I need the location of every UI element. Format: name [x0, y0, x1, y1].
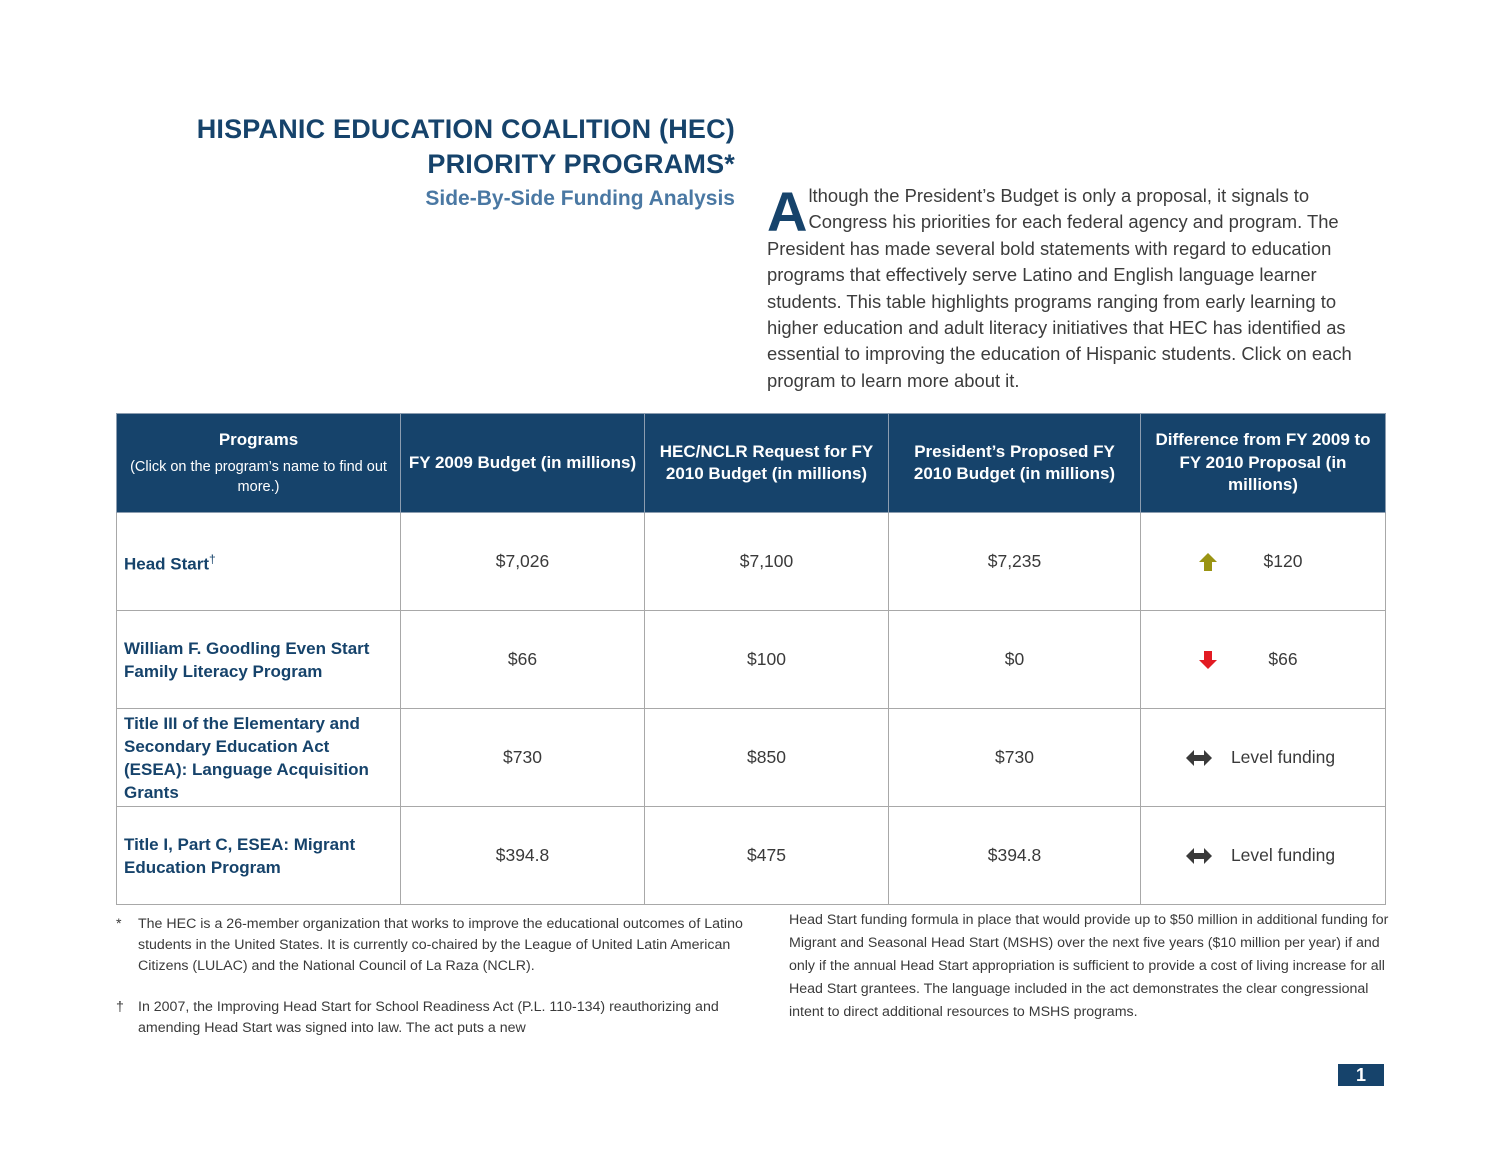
intro-text: lthough the President’s Budget is only a proposal, it signals to Congress his priorities for each federal agency and program. The President has made several bold statements with regard to education programs that effectively serve Latino and English language learner students. This table highlights programs ranging from early learning to higher education and adult literacy initiatives that HEC has identified as essential to improving the education of Hispanic students. Click on each program to learn more about it. [767, 185, 1352, 391]
hec-request-value: $475 [645, 807, 889, 905]
president-proposed-value: $7,235 [889, 513, 1141, 611]
program-link-even-start[interactable]: William F. Goodling Even Start Family Literacy Program [117, 611, 401, 709]
footnote-dagger-text: In 2007, the Improving Head Start for School Readiness Act (P.L. 110-134) reauthorizing and amending Head Start was signed into law. The act puts a new [138, 999, 719, 1037]
difference-value: $120 [1263, 551, 1303, 571]
fy2009-value: $394.8 [401, 807, 645, 905]
footnote-asterisk [116, 914, 756, 976]
difference-value: Level funding [1230, 845, 1336, 865]
header-difference: Difference from FY 2009 to FY 2010 Proposal (in millions) [1141, 414, 1386, 513]
program-link-migrant-education[interactable]: Title I, Part C, ESEA: Migrant Education Program [117, 807, 401, 905]
difference-cell [1141, 611, 1386, 709]
footnote-asterisk-text: The HEC is a 26-member organization that works to improve the educational outcomes of Latino students in the United States. It is currently co-chaired by the League of United Latin American Citizens (LULAC) and the National Council of La Raza (NCLR). [138, 916, 743, 974]
fy2009-value: $66 [401, 611, 645, 709]
program-link-head-start[interactable] [117, 513, 401, 611]
double-arrow-icon [1179, 750, 1219, 766]
fy2009-value: $730 [401, 709, 645, 807]
title-block [118, 112, 735, 214]
difference-value: Level funding [1230, 747, 1336, 767]
footnote-dagger [116, 997, 756, 1039]
page-number: 1 [1338, 1064, 1384, 1086]
hec-request-value: $850 [645, 709, 889, 807]
arrow-up-icon [1188, 552, 1228, 572]
president-proposed-value: $730 [889, 709, 1141, 807]
header-fy2009: FY 2009 Budget (in millions) [401, 414, 645, 513]
asterisk-mark: * [116, 916, 122, 932]
footnotes-left [116, 914, 756, 1039]
difference-cell [1141, 807, 1386, 905]
president-proposed-value: $394.8 [889, 807, 1141, 905]
header-president-proposed: President’s Proposed FY 2010 Budget (in millions) [889, 414, 1141, 513]
program-link-title-iii[interactable]: Title III of the Elementary and Secondary Education Act (ESEA): Language Acquisition Grants [117, 709, 401, 807]
hec-request-value: $100 [645, 611, 889, 709]
table-row [117, 611, 1386, 709]
president-proposed-value: $0 [889, 611, 1141, 709]
funding-table [116, 413, 1386, 905]
drop-cap: A [767, 180, 808, 243]
footnote-dagger-continued: Head Start funding formula in place that would provide up to $50 million in additional funding for Migrant and Seasonal Head Start (MSHS) over the next five years ($10 million per year) if and only if the annual Head Start appropriation is sufficient to provide a cost of living increase for all Head Start grantees. The language included in the act demonstrates the clear congressional intent to direct additional resources to MSHS programs. [789, 912, 1389, 1020]
fy2009-value: $7,026 [401, 513, 645, 611]
page-title-line-2: PRIORITY PROGRAMS* [427, 149, 735, 179]
difference-value: $66 [1268, 649, 1298, 669]
hec-request-value: $7,100 [645, 513, 889, 611]
table-row [117, 513, 1386, 611]
difference-cell [1141, 709, 1386, 807]
header-programs-label: Programs [218, 429, 299, 449]
table-header-row [117, 414, 1386, 513]
dagger-mark: † [209, 551, 216, 566]
table-row [117, 709, 1386, 807]
page-subtitle: Side-By-Side Funding Analysis [425, 187, 735, 210]
difference-cell [1141, 513, 1386, 611]
header-hec-request: HEC/NCLR Request for FY 2010 Budget (in millions) [645, 414, 889, 513]
header-programs [117, 414, 401, 513]
intro-paragraph [767, 180, 1392, 394]
dagger-mark: † [116, 999, 124, 1016]
double-arrow-icon [1179, 848, 1219, 864]
page-title-line-1: HISPANIC EDUCATION COALITION (HEC) [196, 114, 735, 144]
arrow-down-icon [1188, 650, 1228, 670]
table-row [117, 807, 1386, 905]
program-name: Head Start [124, 554, 210, 574]
header-programs-note: (Click on the program’s name to find out more.) [130, 459, 387, 496]
